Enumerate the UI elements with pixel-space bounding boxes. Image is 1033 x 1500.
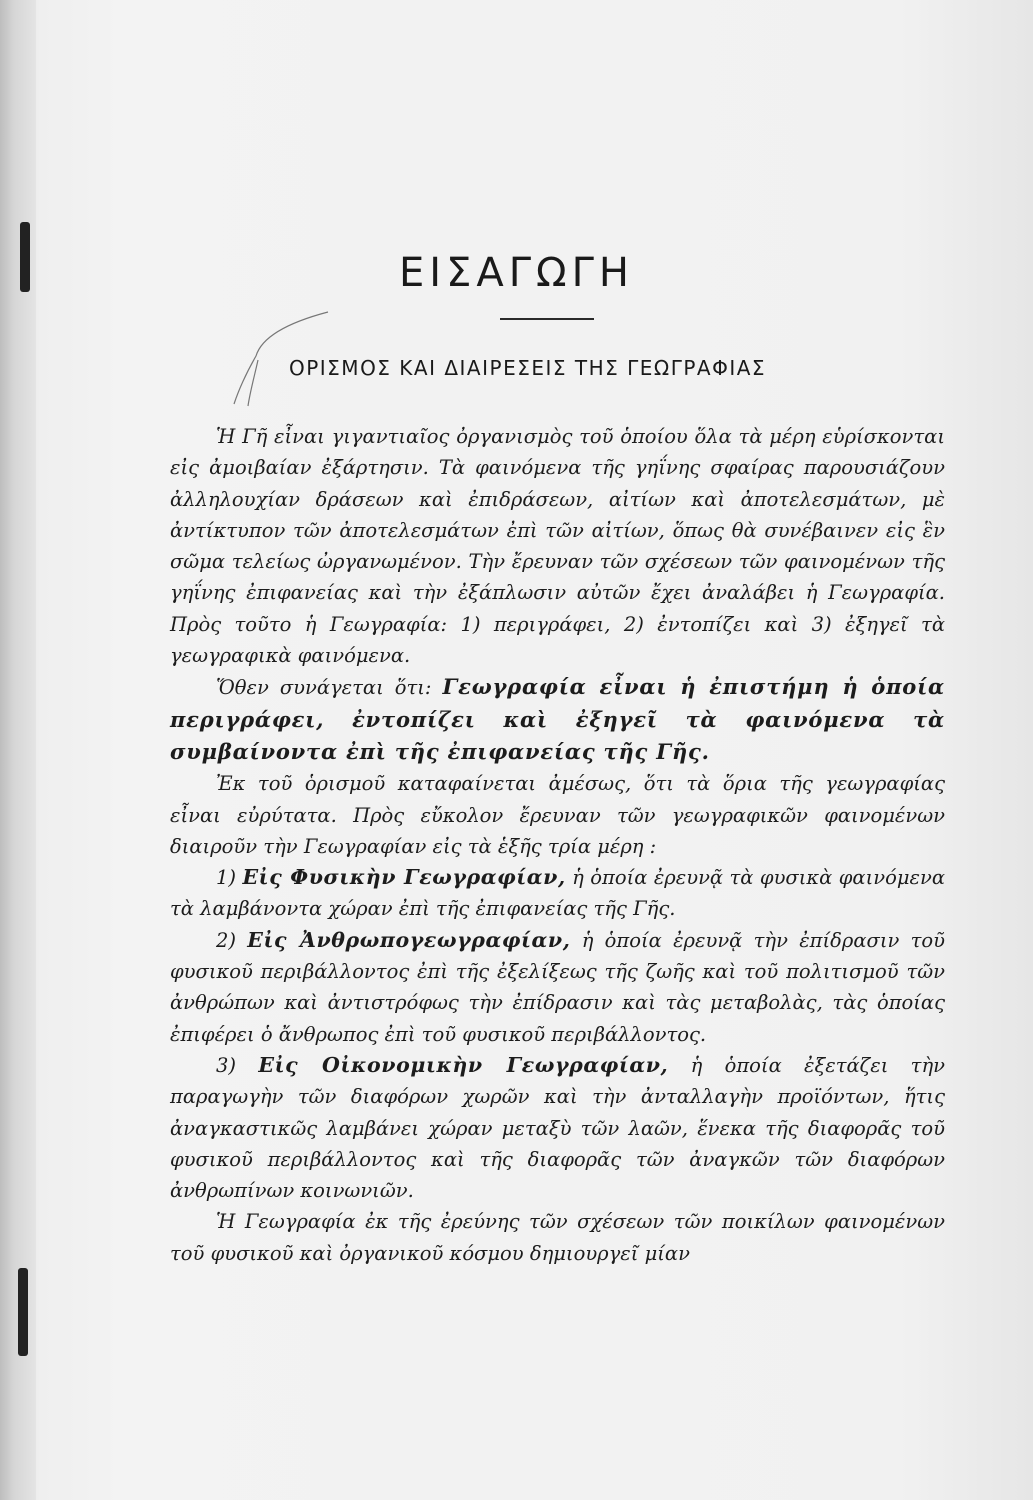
page-title: ΕΙΣΑΓΩΓΗ [399,250,634,296]
list-item-2-text: ἡ ὁποία ἐρευνᾷ τὴν ἐπίδρασιν τοῦ φυσικοῦ περιβάλλοντος ἐπὶ τῆς ἐξελίξεως τῆς ζωῆς καὶ τοῦ πολιτισμοῦ τῶν ἀνθρώπων καὶ ἀντιστρόφως τὴν ἐπίδρασιν καὶ τὰς μεταβολὰς, τὰς ὁποίας ἐπιφέρει ὁ ἄνθρωπος ἐπὶ τοῦ φυσικοῦ περιβάλλοντος. [170,928,945,1046]
paragraph-definition [170,671,945,768]
list-item-3-term: Εἰς Οἰκονομικὴν Γεωγραφίαν, [258,1052,669,1077]
definition-text: Γεωγραφία εἶναι ἡ ἐπιστήμη ἡ ὁποία περιγράφει, ἐντοπίζει καὶ ἐξηγεῖ τὰ φαινόμενα τὰ συμβαίνοντα ἐπὶ τῆς ἐπιφανείας τῆς Γῆς. [170,674,945,764]
list-item-1-term: Εἰς Φυσικὴν Γεωγραφίαν, [242,865,566,890]
body-text [170,421,945,1269]
paragraph-intro: Ἡ Γῆ εἶναι γιγαντιαῖος ὀργανισμὸς τοῦ ὁποίου ὅλα τὰ μέρη εὑρίσκονται εἰς ἀμοιβαίαν ἐξάρτησιν. Τὰ φαινόμενα τῆς γηΐνης σφαίρας παρουσιάζουν ἀλληλουχίαν δράσεων καὶ ἐπιδράσεων, αἰτίων καὶ ἀποτελεσμάτων, μὲ ἀντίκτυπον τῶν ἀποτελεσμάτων ἐπὶ τῶν αἰτίων, ὅπως θὰ συνέβαινεν εἰς ἓν σῶμα τελείως ὠργανωμένον. Τὴν ἔρευναν τῶν σχέσεων τῶν φαινομένων τῆς γηΐνης ἐπιφανείας καὶ τὴν ἐξάπλωσιν αὐτῶν ἔχει ἀναλάβει ἡ Γεωγραφία. Πρὸς τοῦτο ἡ Γεωγραφία: 1) περιγράφει, 2) ἐντοπίζει καὶ 3) ἐξηγεῖ τὰ γεωγραφικὰ φαινόμενα. [170,425,945,668]
paragraph-divisions: Ἐκ τοῦ ὁρισμοῦ καταφαίνεται ἀμέσως, ὅτι τὰ ὅρια τῆς γεωγραφίας εἶναι εὐρύτατα. Πρὸς εὔκολον ἔρευναν τῶν γεωγραφικῶν φαινομένων διαιροῦν τὴν Γεωγραφίαν εἰς τὰ ἑξῆς τρία μέρη : [170,772,945,858]
paragraph-closing: Ἡ Γεωγραφία ἐκ τῆς ἐρεύνης τῶν σχέσεων τῶν ποικίλων φαινομένων τοῦ φυσικοῦ καὶ ὀργανικοῦ κόσμου δημιουργεῖ μίαν [170,1210,945,1265]
list-item-3-number: 3) [216,1053,237,1077]
section-subtitle: ΟΡΙΣΜΟΣ ΚΑΙ ΔΙΑΙΡΕΣΕΙΣ ΤΗΣ ΓΕΩΓΡΑΦΙΑΣ [288,356,767,380]
definition-lead: Ὅθεν συνάγεται ὅτι: [216,676,432,700]
list-item-2-term: Εἰς Ἀνθρωπογεωγραφίαν, [247,927,571,952]
binding-staple-bottom [18,1268,28,1356]
list-item-2-number: 2) [216,928,237,952]
title-divider [500,318,594,320]
list-item-1-text: ἡ ὁποία ἐρευνᾷ τὰ φυσικὰ φαινόμενα τὰ λαμβάνοντα χώραν ἐπὶ τῆς ἐπιφανείας τῆς Γῆς. [170,866,945,921]
list-item-2 [170,925,945,1050]
list-item-3-text: ἡ ὁποία ἐξετάζει τὴν παραγωγὴν τῶν διαφόρων χωρῶν καὶ τὴν ἀνταλλαγὴν προϊόντων, ἥτις ἀναγκαστικῶς λαμβάνει χώραν μεταξὺ τῶν λαῶν, ἕνεκα τῆς διαφορᾶς τοῦ φυσικοῦ περιβάλλοντος καὶ τῆς διαφορᾶς τῶν ἀναγκῶν τῶν διαφόρων ἀνθρωπίνων κοινωνιῶν. [170,1053,945,1203]
list-item-1 [170,862,945,925]
list-item-1-number: 1) [216,866,237,890]
list-item-3 [170,1050,945,1206]
